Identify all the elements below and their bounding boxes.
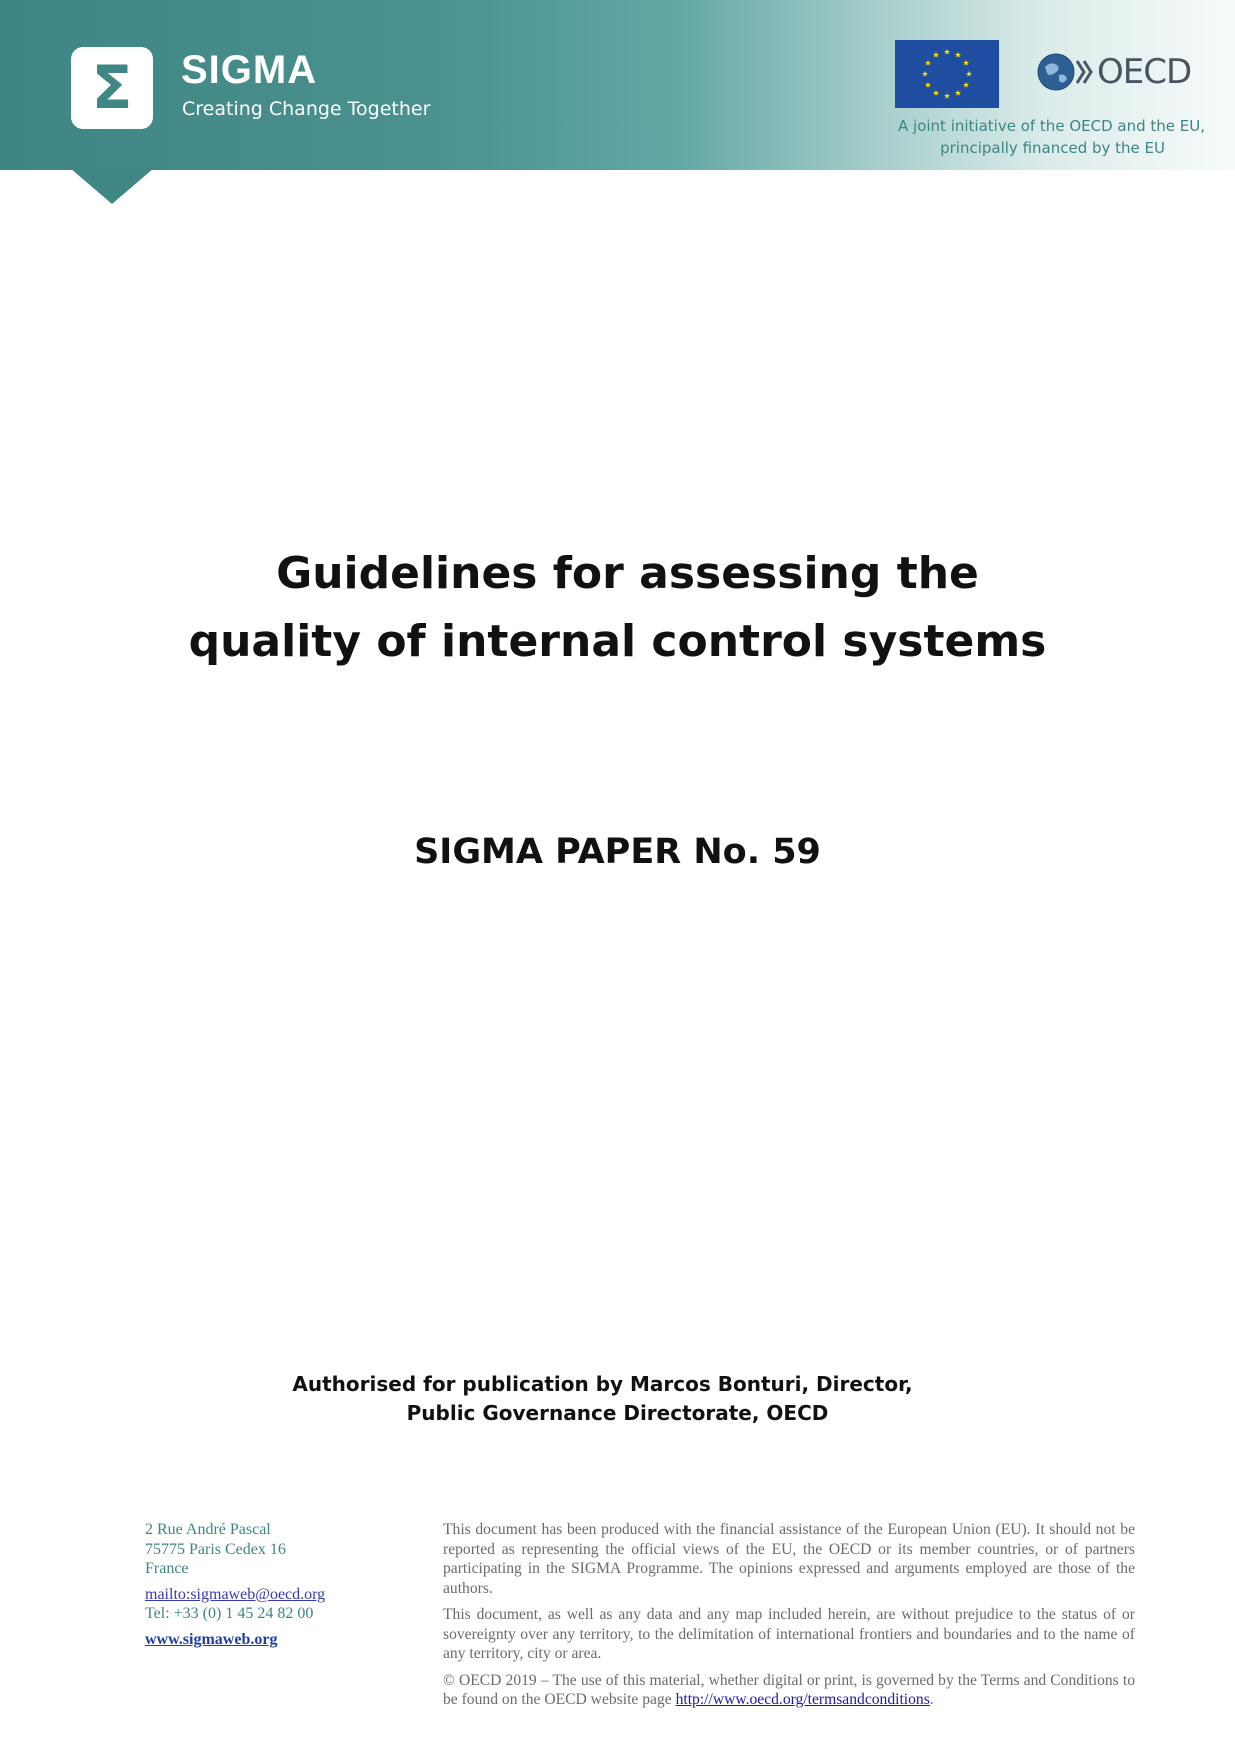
brand-name: SIGMA xyxy=(181,48,318,92)
authorisation-line-1: Authorised for publication by Marcos Bonturi, Director, xyxy=(292,1372,913,1396)
disclaimer-paragraph-1: This document has been produced with the financial assistance of the European Union (EU). It should not be reported as representing the official views of the EU, the OECD or its member countries, or of partners participating in the SIGMA Programme. The opinions expressed and arguments employed are those of the authors. xyxy=(443,1521,1135,1597)
copyright-text: © OECD 2019 – The use of this material, whether digital or print, is governed by the Terms and Conditions to be found on the OECD website page xyxy=(443,1671,1135,1708)
address-street: 2 Rue André Pascal xyxy=(145,1521,271,1538)
website-link[interactable]: www.sigmaweb.org xyxy=(145,1630,278,1648)
disclaimer-block xyxy=(443,1520,1135,1717)
document-title-line-1: Guidelines for assessing the xyxy=(276,548,979,599)
disclaimer-paragraph-2: This document, as well as any data and any map included herein, are without prejudice to the status of or sovereignty over any territory, to the delimitation of international frontiers and boundaries and to the name of any territory, city or area. xyxy=(443,1606,1135,1662)
authorisation-line-2: Public Governance Directorate, OECD xyxy=(406,1401,829,1425)
oecd-chevrons-icon xyxy=(1075,57,1095,87)
document-title-line-2: quality of internal control systems xyxy=(188,616,1047,667)
address-city: 75775 Paris Cedex 16 xyxy=(145,1540,286,1558)
banner-notch xyxy=(70,168,154,204)
globe-icon xyxy=(1037,53,1075,91)
email-link[interactable]: mailto:sigmaweb@oecd.org xyxy=(145,1585,326,1603)
joint-initiative-line-2: principally financed by the EU xyxy=(940,139,1165,157)
brand-tagline: Creating Change Together xyxy=(182,98,431,120)
oecd-wordmark: OECD xyxy=(1097,52,1192,92)
address-country: France xyxy=(145,1560,189,1577)
paper-number: SIGMA PAPER No. 59 xyxy=(414,832,821,872)
copyright-end: . xyxy=(929,1691,934,1708)
sigma-logo-glyph: Σ xyxy=(91,53,133,123)
oecd-logo[interactable] xyxy=(1037,52,1191,92)
address-block xyxy=(145,1520,325,1649)
eu-flag-icon xyxy=(895,40,999,108)
telephone: Tel: +33 (0) 1 45 24 82 00 xyxy=(145,1605,314,1622)
disclaimer-paragraph-3 xyxy=(443,1671,1135,1710)
terms-link[interactable]: http://www.oecd.org/termsandconditions xyxy=(675,1691,930,1708)
joint-initiative-line-1: A joint initiative of the OECD and the EU, xyxy=(898,117,1205,135)
sigma-logo[interactable] xyxy=(71,47,153,129)
